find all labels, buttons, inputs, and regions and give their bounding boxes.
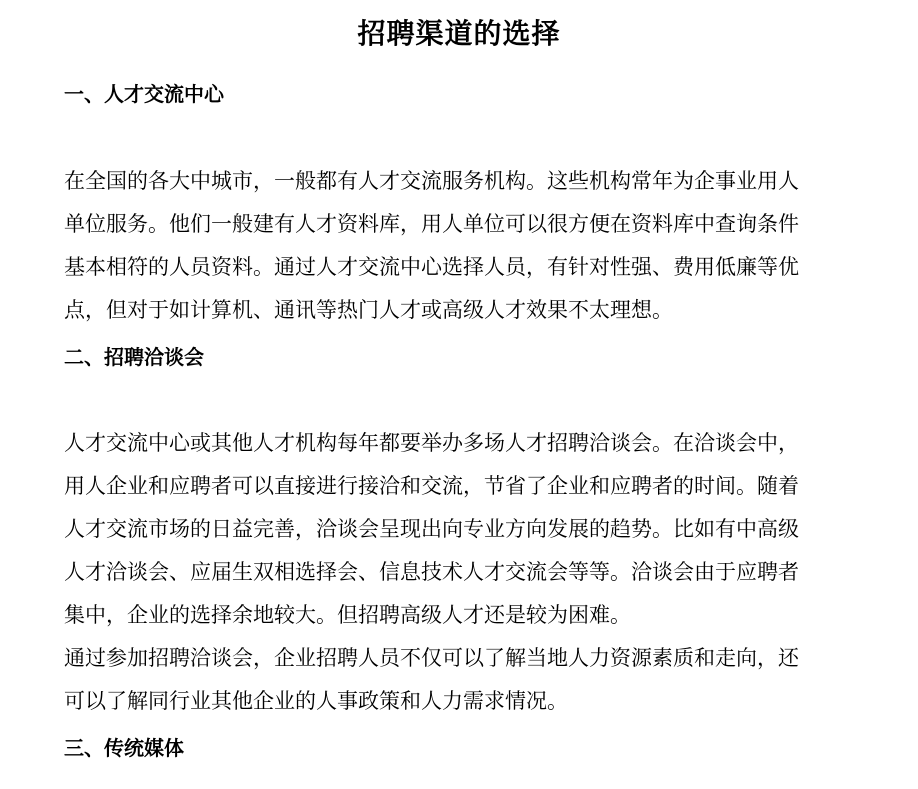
paragraph-line: 人才交流中心或其他人才机构每年都要举办多场人才招聘洽谈会。在洽谈会中， (64, 431, 799, 455)
paragraph-line: 点，但对于如计算机、通讯等热门人才或高级人才效果不太理想。 (64, 298, 673, 322)
paragraph-line: 集中，企业的选择余地较大。但招聘高级人才还是较为困难。 (64, 603, 631, 627)
paragraph-line: 用人企业和应聘者可以直接进行接洽和交流，节省了企业和应聘者的时间。随着 (64, 474, 799, 498)
paragraph-line: 人才洽谈会、应届生双相选择会、信息技术人才交流会等等。洽谈会由于应聘者 (64, 560, 799, 584)
paragraph-line: 在全国的各大中城市，一般都有人才交流服务机构。这些机构常年为企事业用人 (64, 169, 799, 193)
paragraph-line: 人才交流市场的日益完善，洽谈会呈现出向专业方向发展的趋势。比如有中高级 (64, 517, 799, 541)
document-title: 招聘渠道的选择 (357, 17, 561, 50)
paragraph-line: 通过参加招聘洽谈会，企业招聘人员不仅可以了解当地人力资源素质和走向，还 (64, 646, 799, 670)
section-heading-job-fair: 二、招聘洽谈会 (64, 345, 204, 369)
paragraph-line: 基本相符的人员资料。通过人才交流中心选择人员，有针对性强、费用低廉等优 (64, 255, 799, 279)
paragraph-line: 单位服务。他们一般建有人才资料库，用人单位可以很方便在资料库中查询条件 (64, 212, 799, 236)
section-heading-traditional-media: 三、传统媒体 (64, 736, 184, 760)
section-heading-talent-center: 一、人才交流中心 (64, 82, 224, 106)
paragraph-line: 可以了解同行业其他企业的人事政策和人力需求情况。 (64, 689, 568, 713)
